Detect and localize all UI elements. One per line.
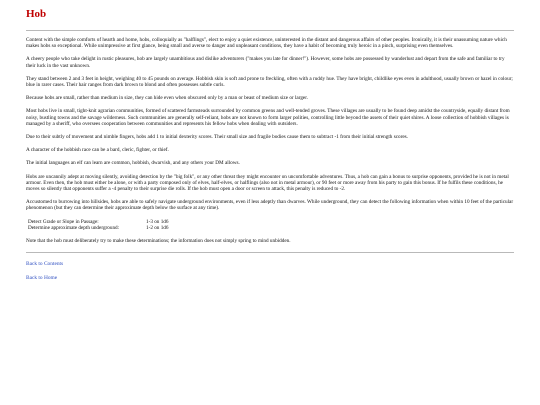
detection-value: 1-2 on 1d6 (146, 225, 169, 232)
paragraph-size: Because hobs are small, rather than medium in size, they can hide even when obscured only by a man or beast of medium size or larger. (26, 95, 308, 102)
paragraph-underground: Accustomed to burrowing into hillsides, hobs are able to safely navigate underground environments, even if less adeptly than dwarves. While underground, they can detect the following information when within 10 feet of the particular phenomenon (but they can determine their approximate depth below the surface at any time). (26, 199, 514, 212)
paragraph-languages: The initial languages an elf can learn are common, hobbish, dwarvish, and any others your DM allows. (26, 160, 240, 167)
paragraph-communities: Most hobs live in small, tight-knit agrarian communities, formed of scattered farmsteads surrounded by common greens and well-tended groves. These villages are usually to be found deep amidst the countryside, equally distant from noisy, bustling towns and the savage wilderness. Such communities are generally self-reliant, hobs are not known to form larger polities, controlling little beyond the assets of their quiet shires. A loose collection of hobbish villages is managed by a sheriff, who oversees cooperation between communities and represents his fellow hobs when dealing with outsiders. (26, 108, 510, 127)
back-to-contents-link[interactable]: Back to Contents (26, 260, 64, 267)
detection-label: Detect Grade or Slope in Passage: (28, 218, 99, 225)
paragraph-stealth: Hobs are uncannily adept at moving silently, avoiding detection by the "big folk", or any other threat they might encounter on uncomfortable adventures. Thus, a hob can gain a bonus to surprise opponents, provided he is not in metal armour. Even then, the hob must either be alone, or with a party composed only of elves, half-elves, or halflings (also not in metal armour), or 90 feet or more away from his party to gain this bonus. If he fulfils these conditions, he moves so silently that opponents suffer a -4 penalty to their surprise die rolls. If the hob must open a door or screen to attack, this penalty is reduced to -2. (26, 173, 509, 193)
detection-value: 1-3 on 1d6 (146, 218, 169, 225)
paragraph-note: Note that the hob must deliberately try to make these determinations; the information does not simply spring to mind unbidden. (26, 238, 291, 245)
footer-links (26, 261, 514, 281)
back-to-home-link[interactable]: Back to Home (26, 274, 58, 281)
detection-label: Determine approximate depth underground: (28, 225, 120, 232)
top-divider (26, 30, 514, 31)
paragraph-intro: Content with the simple comforts of hearth and home, hobs, colloquially as "halflings", elect to enjoy a quiet existence, uninterested in the distant and dangerous affairs of other peoples. Ironically, it is their unassuming nature which makes hobs so exceptional. While unimpressive at first glance, being small and averse to danger and unpleasant conditions, they have a habit of becoming truly heroic in a pinch, surprising even themselves. (26, 37, 507, 50)
detection-table (28, 219, 514, 232)
paragraph-ability-scores: Due to their subtly of movement and nimble fingers, hobs add 1 to initial dexterity scores. Their small size and fragile bodies cause them to subtract -1 from their initial strength scores. (26, 134, 408, 141)
paragraph-temperament: A cheery people who take delight in rustic pleasures, hob are largely unambitious and dislike adventurers ("makes you late for dinner!"). However, some hobs are possessed by wanderlust and depart from the safe and familiar to try their luck in the vast unknown. (26, 56, 505, 69)
paragraph-appearance: They stand between 2 and 3 feet in height, weighing 40 to 45 pounds on average. Hobbish skin is soft and prone to freckling, often with a ruddy hue. They have bright, childlike eyes even in adulthood, usually brown or hazel in colour; blue in rarer cases. Their hair ranges from dark brown to blond and often possesses subtle curls. (26, 75, 513, 89)
table-row (28, 225, 514, 231)
paragraph-classes: A character of the hobbish race can be a bard, cleric, fighter, or thief. (26, 147, 169, 154)
page-title: Hob (26, 8, 47, 20)
bottom-divider (26, 252, 514, 253)
